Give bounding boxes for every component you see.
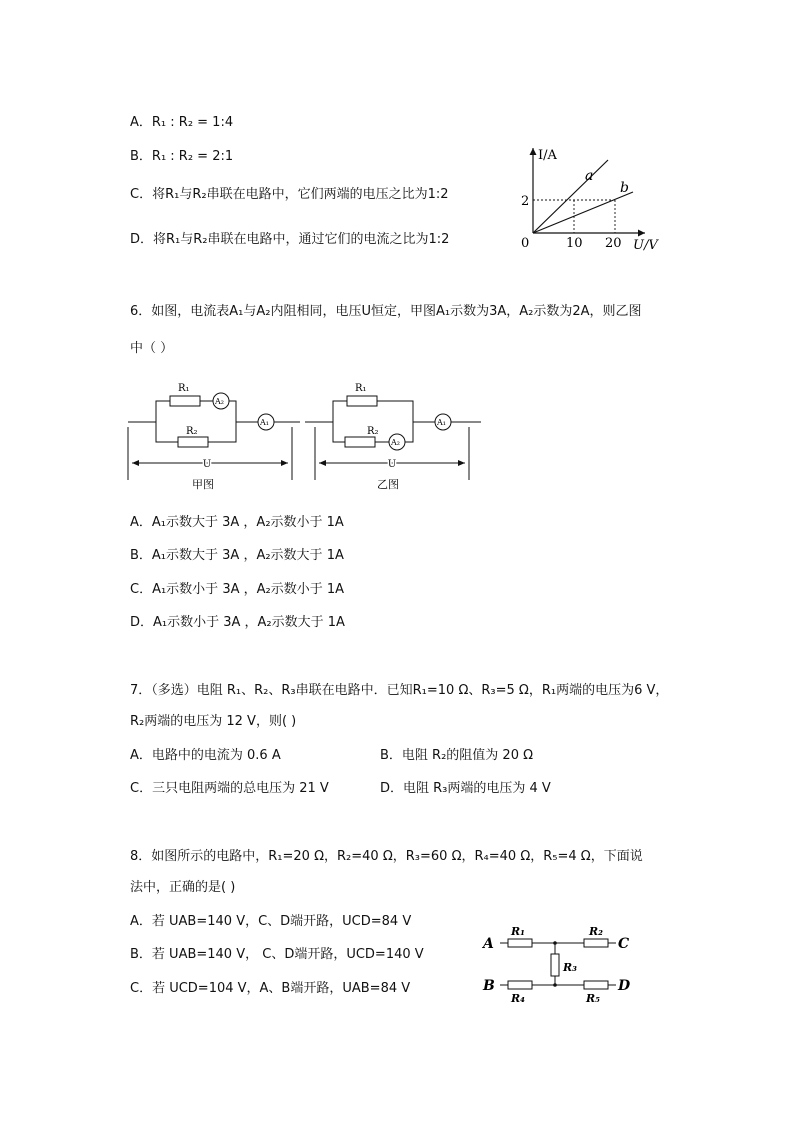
q7-option-b: B．电阻 R₂的阻值为 20 Ω	[380, 748, 534, 763]
circuit-yi	[305, 375, 485, 490]
label-r2: R₂	[367, 426, 379, 437]
q8-option-b: B．若 UAB=140 V， C、D端开路，UCD=140 V	[130, 947, 424, 962]
q6-stem-line1: 6．如图，电流表A₁与A₂内阻相同，电压U恒定，甲图A₁示数为3A，A₂示数为2A，则乙图	[130, 304, 642, 319]
resistor-r4	[508, 981, 532, 989]
y-axis-label: I/A	[538, 148, 557, 163]
label-r5: R₅	[586, 992, 600, 1005]
q7-stem-line2: R₂两端的电压为 12 V，则( )	[130, 714, 297, 729]
q8-option-c: C．若 UCD=104 V，A、B端开路，UAB=84 V	[130, 981, 411, 996]
resistor-r5	[584, 981, 608, 989]
q6-option-a: A．A₁示数大于 3A ，A₂示数小于 1A	[130, 515, 344, 530]
x-tick-20: 20	[605, 236, 622, 251]
terminal-b: B	[483, 978, 495, 994]
q6-option-d: D．A₁示数小于 3A ，A₂示数大于 1A	[130, 615, 345, 630]
label-a2: A₂	[215, 397, 224, 406]
q8-option-a: A．若 UAB=140 V，C、D端开路，UCD=84 V	[130, 914, 412, 929]
label-r2: R₂	[186, 426, 198, 437]
label-u: U	[387, 459, 397, 470]
q6-option-b: B．A₁示数大于 3A ，A₂示数大于 1A	[130, 548, 344, 563]
caption-jia: 甲图	[192, 478, 214, 491]
iu-graph	[505, 140, 675, 260]
label-r3: R₃	[563, 961, 577, 974]
label-r1: R₁	[178, 383, 190, 394]
resistor-r1	[170, 396, 200, 406]
x-axis-label: U/V	[633, 238, 658, 253]
resistor-r3	[551, 954, 559, 976]
q5-option-b: B．R₁ : R₂ = 2:1	[130, 149, 234, 164]
label-r2: R₂	[589, 925, 603, 938]
resistor-r2	[178, 437, 208, 447]
terminal-d: D	[618, 978, 631, 994]
q8-stem-line2: 法中，正确的是( )	[130, 880, 236, 895]
series-b-line	[533, 192, 633, 233]
series-a-label: a	[585, 168, 594, 184]
label-a1: A₁	[437, 418, 446, 427]
label-r1: R₁	[355, 383, 367, 394]
series-a-line	[533, 160, 608, 233]
label-a2: A₂	[391, 438, 400, 447]
y-tick-2: 2	[521, 194, 530, 209]
q7-option-a: A．电路中的电流为 0.6 A	[130, 748, 281, 763]
caption-yi: 乙图	[377, 478, 399, 491]
junction-bottom	[553, 983, 557, 987]
q7-option-d: D．电阻 R₃两端的电压为 4 V	[380, 781, 551, 796]
label-r4: R₄	[511, 992, 525, 1005]
q7-stem-line1: 7．（多选）电阻 R₁、R₂、R₃串联在电路中．已知R₁=10 Ω、R₃=5 Ω，R₁两端的电压为6 V，	[130, 683, 669, 698]
resistor-r1	[508, 939, 532, 947]
resistor-r2	[584, 939, 608, 947]
terminal-a: A	[483, 936, 494, 952]
resistor-r2	[345, 437, 375, 447]
label-r1: R₁	[511, 925, 525, 938]
x-tick-10: 10	[566, 236, 583, 251]
series-b-label: b	[620, 180, 629, 196]
q7-option-c: C．三只电阻两端的总电压为 21 V	[130, 781, 329, 796]
label-a1: A₁	[260, 418, 269, 427]
circuit-q8	[480, 918, 640, 1010]
label-u: U	[202, 459, 212, 470]
q5-option-a: A．R₁ : R₂ = 1:4	[130, 115, 234, 130]
resistor-r1	[347, 396, 377, 406]
terminal-c: C	[618, 936, 630, 952]
circuit-jia	[128, 375, 308, 490]
q5-option-c: C．将R₁与R₂串联在电路中，它们两端的电压之比为1:2	[130, 187, 449, 202]
q6-option-c: C．A₁示数小于 3A ，A₂示数小于 1A	[130, 582, 345, 597]
x-tick-0: 0	[521, 236, 530, 251]
junction-top	[553, 941, 557, 945]
q6-stem-line2: 中（ ）	[130, 341, 174, 356]
q8-stem-line1: 8．如图所示的电路中，R₁=20 Ω，R₂=40 Ω，R₃=60 Ω，R₄=40 Ω，R₅=4 Ω，下面说	[130, 849, 643, 864]
q5-option-d: D．将R₁与R₂串联在电路中，通过它们的电流之比为1:2	[130, 232, 450, 247]
